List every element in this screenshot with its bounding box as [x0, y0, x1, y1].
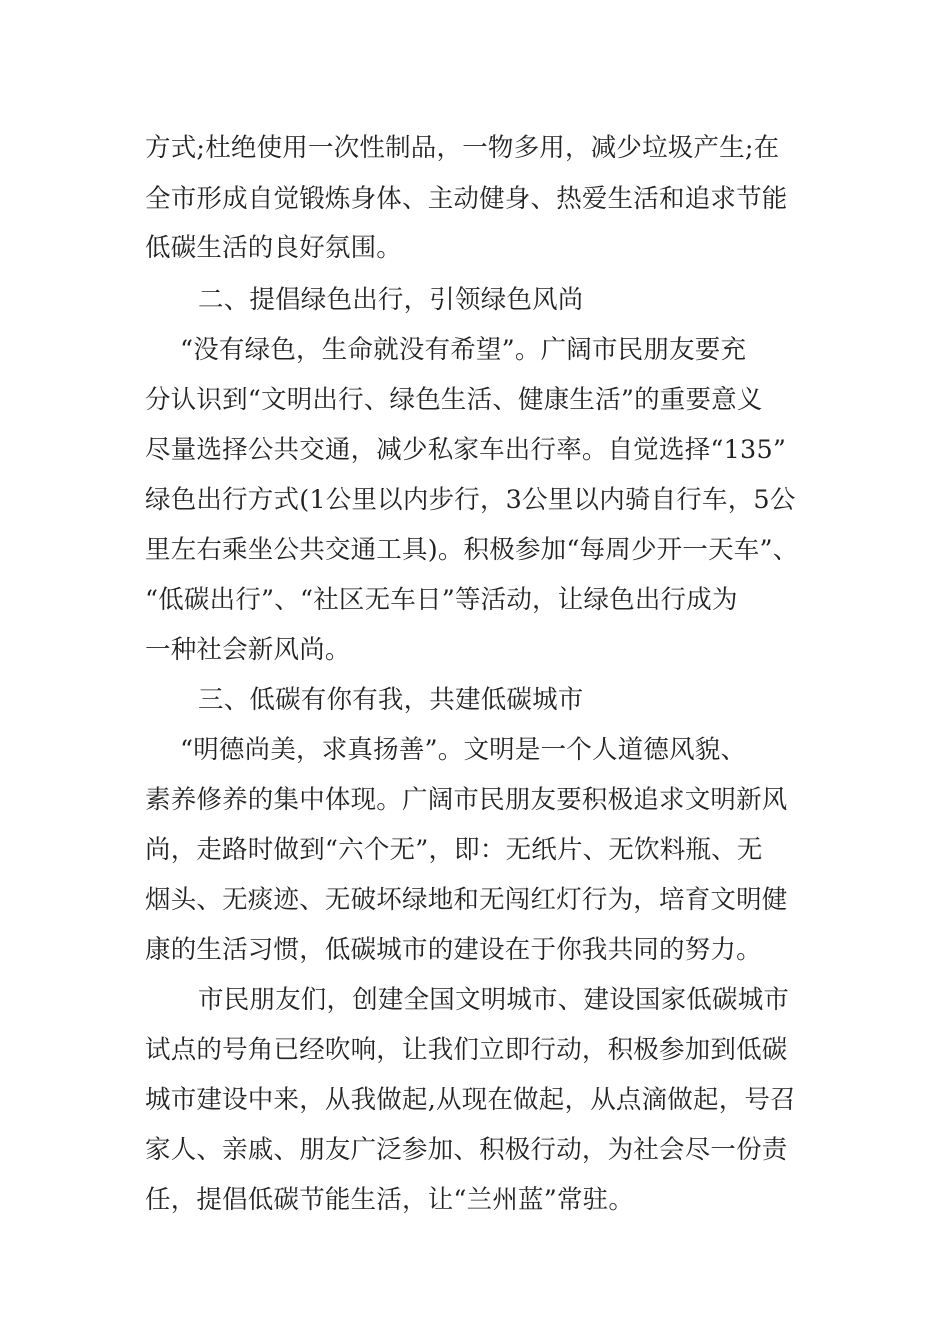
text-line-22: 任，提倡低碳节能生活，让“兰州蓝”常驻。: [145, 1185, 635, 1215]
text-line-1: 方式;杜绝使用一次性制品，一物多用，减少垃圾产生;在: [145, 133, 780, 163]
text-line-7: 尽量选择公共交通，减少私家车出行率。自觉选择“135”: [145, 435, 787, 465]
text-line-11: 一种社会新风尚。: [145, 635, 351, 665]
text-line-20: 城市建设中来，从我做起,从现在做起，从点滴做起，号召: [145, 1085, 796, 1115]
text-line-3: 低碳生活的良好氛围。: [145, 233, 403, 263]
text-line-18: 市民朋友们，创建全国文明城市、建设国家低碳城市: [198, 985, 790, 1015]
text-line-21: 家人、亲戚、朋友广泛参加、积极行动，为社会尽一份责: [145, 1135, 788, 1165]
text-line-10: “低碳出行”、“社区无车日”等活动，让绿色出行成为: [145, 585, 738, 615]
section-heading-2: 二、提倡绿色出行，引领绿色风尚: [198, 285, 584, 315]
text-line-8: 绿色出行方式(1公里以内步行，3公里以内骑自行车，5公: [145, 485, 796, 515]
text-line-19: 试点的号角已经吹响，让我们立即行动，积极参加到低碳: [145, 1035, 788, 1065]
text-line-9: 里左右乘坐公共交通工具)。积极参加“每周少开一天车”、: [145, 535, 799, 565]
text-line-5: “没有绿色，生命就没有希望”。广阔市民朋友要充: [180, 335, 747, 365]
text-line-17: 康的生活习惯，低碳城市的建设在于你我共同的努力。: [145, 935, 762, 965]
text-line-13: “明德尚美，求真扬善”。文明是一个人道德风貌、: [180, 735, 747, 765]
text-line-16: 烟头、无痰迹、无破坏绿地和无闯红灯行为，培育文明健: [145, 885, 788, 915]
section-heading-3: 三、低碳有你有我，共建低碳城市: [198, 685, 584, 715]
text-line-14: 素养修养的集中体现。广阔市民朋友要积极追求文明新风: [145, 785, 788, 815]
text-line-15: 尚，走路时做到“六个无”，即：无纸片、无饮料瓶、无: [145, 835, 763, 865]
text-line-6: 分认识到“文明出行、绿色生活、健康生活”的重要意义: [145, 385, 763, 415]
text-line-2: 全市形成自觉锻炼身体、主动健身、热爱生活和追求节能: [145, 184, 788, 214]
